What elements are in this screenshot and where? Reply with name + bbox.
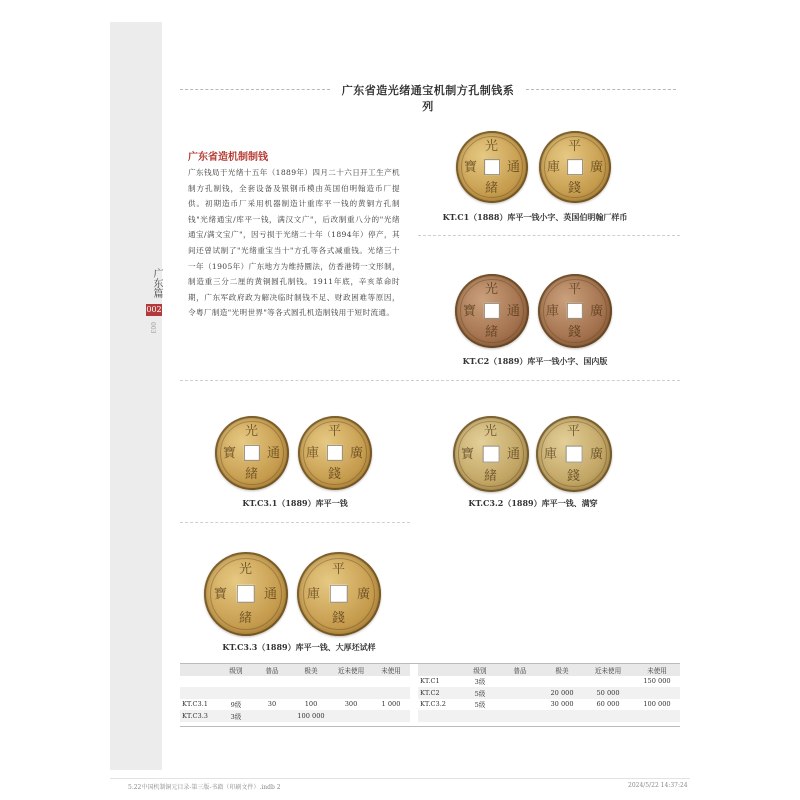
page-title: 广东省造光绪通宝机制方孔制钱系列 [338, 82, 518, 114]
table-header-cell: 级别 [473, 666, 487, 675]
table-header-cell: 普品 [513, 666, 527, 675]
coin-c2-reverse: 平 廣 錢 庫 [538, 274, 612, 348]
table-row: KT.C3.1 9级 30 100 300 1 000 [182, 700, 401, 710]
caption-c32: KT.C3.2（1889）库平一钱、满穿 [468, 498, 598, 508]
table-row: KT.C2 5级 20 000 50 000 [418, 687, 680, 699]
intro-body: 广东钱局于光绪十五年（1889年）四月二十六日开工生产机制方孔制钱，全套设备及银钢币模由英国伯明翰造币厂提供。初期造币厂采用机器制造计重库平一钱的黄铜方孔制钱"光绪通宝/库平一钱，满汉文广"，后改制重八分的"光绪通宝/满文宝广"，因亏损于光绪二十年（1894年）停产，其间还曾试制了"光绪重宝当十"方孔等各式减重钱。光绪三十一年（1905年）广东地方为维持圜法，仿香港铸一文形制，制造重三分二厘的黄铜圆孔制钱。1911年底，辛亥革命时期，广东军政府政为解决临时制钱不足、财政困难等原因，令粤厂制造"光明世界"等各式圆孔机造制钱用于短时流通。 [188, 168, 400, 318]
coin-c32-reverse: 平 廣 錢 庫 [536, 416, 612, 492]
page-number: 002 [146, 305, 162, 314]
intro-section [188, 148, 400, 321]
caption-c2: KT.C2（1889）库平一钱小字、国内版 [462, 356, 608, 366]
table-bottom-rule [180, 726, 680, 727]
coin-c1-obverse: 光 通 緒 寶 [456, 131, 528, 203]
divider [180, 380, 680, 381]
section-tab: 广东篇 [151, 268, 162, 298]
table-header-cell: 普品 [265, 666, 279, 675]
table-row [418, 710, 680, 722]
divider [180, 522, 410, 523]
table-header-cell: 近未使用 [337, 666, 365, 675]
coin-c31-reverse: 平 廣 錢 庫 [298, 416, 372, 490]
table-header-cell: 级别 [229, 666, 243, 675]
coin-c32-obverse: 光 通 緒 寶 [453, 416, 529, 492]
coin-c31-obverse: 光 通 緒 寶 [215, 416, 289, 490]
table-header-cell [418, 664, 462, 676]
caption-c33: KT.C3.3（1889）库平一钱、大厚坯试样 [222, 642, 376, 652]
coin-c2-obverse: 光 通 緒 寶 [455, 274, 529, 348]
table-row [180, 676, 410, 688]
table-header-cell [180, 664, 220, 676]
header-rule-right [526, 89, 676, 90]
grade-table-right [418, 664, 680, 722]
table-header-cell: 未使用 [647, 666, 667, 675]
side-small-text: 003 [149, 322, 156, 334]
table-header-cell: 极美 [555, 666, 569, 675]
coin-c33-obverse: 光 通 緒 寶 [204, 552, 288, 636]
coin-c1-reverse: 平 廣 錢 庫 [539, 131, 611, 203]
footer-file-name: 5.22中国机制铜元目录-第三版-书籍（印刷文件）.indb 2 [128, 784, 281, 791]
coin-c33-reverse: 平 廣 錢 庫 [297, 552, 381, 636]
table-header-row [418, 664, 680, 676]
table-row: KT.C1 3级 150 000 [420, 677, 671, 687]
grade-table-left [180, 664, 410, 722]
table-row: KT.C3.3 3级 100 000 [180, 710, 410, 722]
caption-c1: KT.C1（1888）库平一钱小字、英国伯明翰厂样币 [442, 212, 628, 222]
page-margin [0, 0, 110, 800]
intro-title: 广东省造机制制钱 [188, 152, 268, 163]
footer-timestamp: 2024/5/22 14:37:24 [628, 782, 688, 789]
header-rule-left [180, 89, 330, 90]
footer-rule [110, 778, 690, 779]
side-strip [110, 22, 162, 770]
table-row [180, 687, 410, 699]
divider [418, 235, 680, 236]
table-header-cell: 未使用 [381, 666, 401, 675]
caption-c31: KT.C3.1（1889）库平一钱 [242, 498, 348, 508]
table-header-cell: 极美 [304, 666, 318, 675]
table-header-row [180, 664, 410, 676]
table-row: KT.C3.2 5级 30 000 60 000 100 000 [420, 700, 671, 710]
table-header-cell: 近未使用 [594, 666, 622, 675]
